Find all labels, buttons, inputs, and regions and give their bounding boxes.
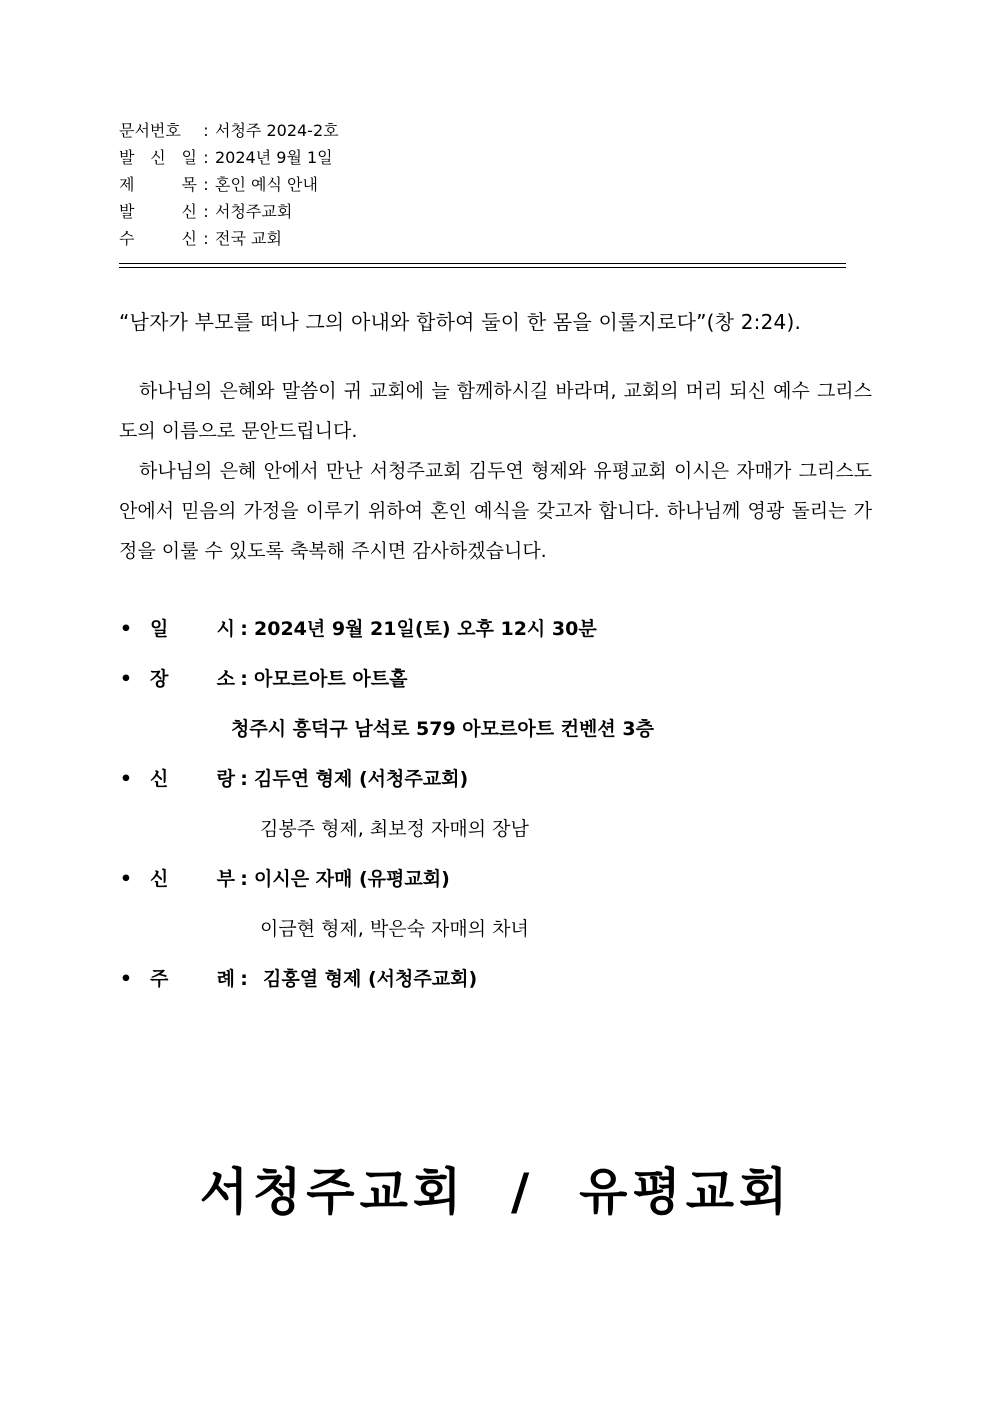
header-value: 전국 교회 [215, 229, 282, 248]
footer-churches: 서청주교회 / 유평교회 [199, 1163, 793, 1221]
detail-key-char: 부 [216, 868, 235, 890]
header-key-text: 문서번호 [119, 121, 181, 140]
detail-key-char: 신 [150, 868, 169, 890]
detail-key-char: 신 [150, 768, 169, 790]
header-key-char: 신 [181, 229, 197, 248]
body-text [119, 371, 872, 571]
detail-key-char: 장 [150, 668, 169, 690]
bride-parents: 이금현 형제, 박은숙 자매의 차녀 [260, 918, 529, 940]
detail-key-char: 일 [150, 618, 169, 640]
detail-key-char: 례 [216, 968, 235, 990]
header-row-recipient [119, 225, 339, 252]
detail-value: 2024년 9월 21일(토) 오후 12시 30분 [254, 618, 597, 640]
header-row-send-date [119, 144, 339, 171]
detail-item-groom [119, 759, 879, 809]
detail-item-venue [119, 659, 879, 709]
header-value: 2024년 9월 1일 [215, 148, 333, 167]
detail-item-officiant [119, 959, 879, 1009]
venue-address: 청주시 흥덕구 남석로 579 아모르아트 컨벤션 3층 [231, 718, 654, 740]
header-value: 혼인 예식 안내 [215, 175, 318, 194]
detail-separator: : [240, 868, 248, 890]
header-value: 서청주 2024-2호 [215, 121, 339, 140]
wedding-details [119, 609, 879, 1009]
header-key [119, 225, 197, 252]
groom-parents: 김봉주 형제, 최보정 자매의 장남 [260, 818, 529, 840]
detail-separator: : [240, 668, 248, 690]
header-value: 서청주교회 [215, 202, 293, 221]
body-paragraph-greeting: 하나님의 은혜와 말씀이 귀 교회에 늘 함께하시길 바라며, 교회의 머리 되신 예수 그리스도의 이름으로 문안드립니다. [119, 380, 872, 442]
detail-key [150, 959, 235, 999]
detail-key-char: 소 [216, 668, 235, 690]
header-separator: : [203, 175, 209, 194]
header-key-char: 일 [181, 148, 197, 167]
document-header [119, 117, 339, 252]
detail-key [150, 609, 235, 649]
detail-value: 김두연 형제 (서청주교회) [254, 768, 469, 790]
header-separator: : [203, 202, 209, 221]
header-key-char: 발 [119, 148, 135, 167]
header-key-char: 신 [181, 202, 197, 221]
detail-item-datetime [119, 609, 879, 659]
detail-venue-address-row [119, 709, 879, 759]
header-row-subject [119, 171, 339, 198]
detail-key-char: 랑 [216, 768, 235, 790]
detail-item-bride [119, 859, 879, 909]
header-key [119, 144, 197, 171]
scripture-verse: “남자가 부모를 떠나 그의 아내와 합하여 둘이 한 몸을 이룰지로다”(창 2:24). [119, 310, 802, 334]
header-key-char: 제 [119, 175, 135, 194]
detail-key [150, 859, 235, 899]
bullet-icon: • [119, 668, 133, 690]
detail-value: 김홍열 형제 (서청주교회) [263, 968, 478, 990]
bullet-icon: • [119, 618, 133, 640]
header-separator: : [203, 121, 209, 140]
bullet-icon: • [119, 868, 133, 890]
header-row-doc-number [119, 117, 339, 144]
header-key-char: 발 [119, 202, 135, 221]
header-key-char: 수 [119, 229, 135, 248]
header-key-char: 신 [150, 148, 166, 167]
bullet-icon: • [119, 768, 133, 790]
detail-key [150, 659, 235, 699]
detail-key-char: 주 [150, 968, 169, 990]
header-divider [119, 263, 846, 268]
detail-bride-parents-row [119, 909, 879, 959]
detail-separator: : [240, 618, 248, 640]
header-separator: : [203, 148, 209, 167]
detail-key [150, 759, 235, 799]
header-key [119, 198, 197, 225]
header-key [119, 117, 197, 144]
detail-value: 아모르아트 아트홀 [254, 668, 408, 690]
header-key [119, 171, 197, 198]
header-key-char: 목 [181, 175, 197, 194]
detail-separator: : [240, 768, 248, 790]
header-separator: : [203, 229, 209, 248]
detail-separator: : [240, 968, 248, 990]
body-paragraph-announcement: 하나님의 은혜 안에서 만난 서청주교회 김두연 형제와 유평교회 이시은 자매가 그리스도 안에서 믿음의 가정을 이루기 위하여 혼인 예식을 갖고자 합니다. 하나님께 영광 돌리는 가정을 이룰 수 있도록 축복해 주시면 감사하겠습니다. [119, 460, 872, 562]
detail-value: 이시은 자매 (유평교회) [254, 868, 450, 890]
detail-groom-parents-row [119, 809, 879, 859]
bullet-icon: • [119, 968, 133, 990]
detail-key-char: 시 [216, 618, 235, 640]
header-row-sender [119, 198, 339, 225]
